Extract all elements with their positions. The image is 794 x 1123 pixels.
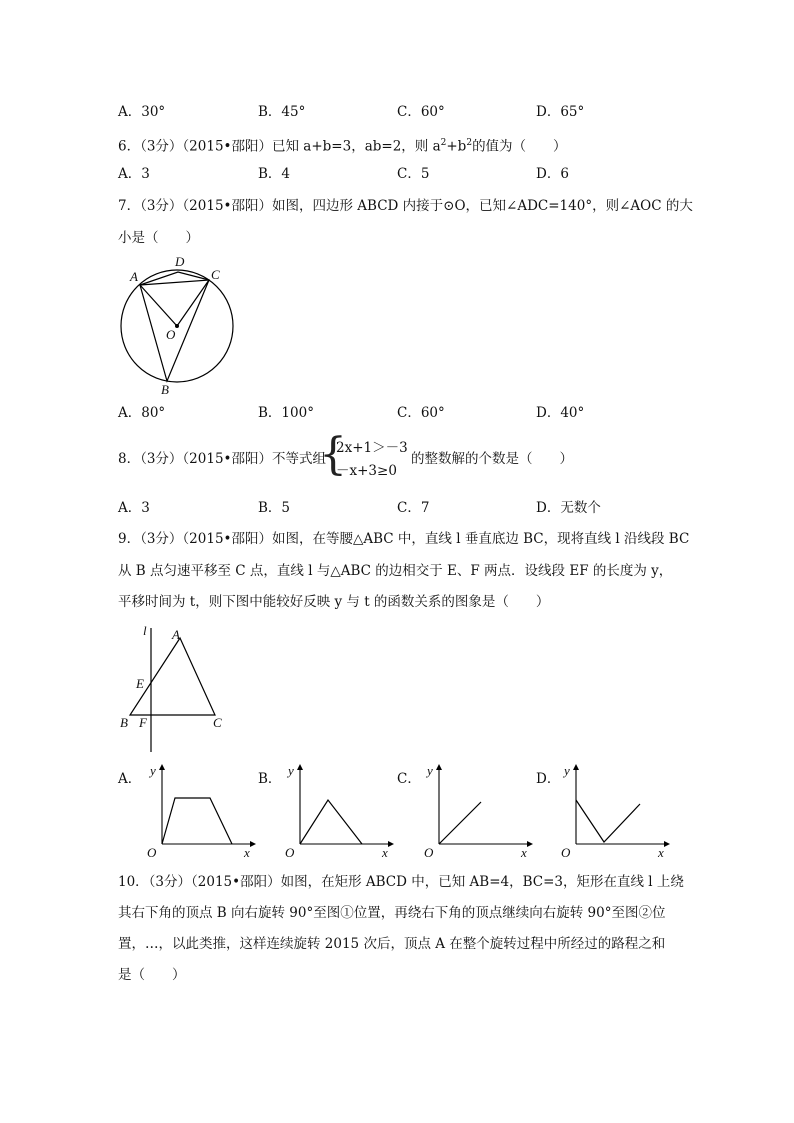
q9-graph-a-x: x	[244, 845, 250, 860]
q5-option-a: A．30°	[118, 104, 166, 120]
q5-option-c: C．60°	[397, 104, 445, 120]
q7-option-b: B．100°	[258, 405, 314, 421]
q9-graph-c-x: x	[521, 845, 527, 860]
q9-graph-c-y: y	[427, 763, 433, 778]
q9-graph-d	[554, 762, 674, 862]
q9-label-f: F	[139, 715, 147, 730]
q9-stem-line1: 9．（3分）（2015•邵阳）如图，在等腰△ABC 中，直线 l 垂直底边 BC，现将直线 l 沿线段 BC	[118, 531, 690, 547]
q8-inequality-1: 2x+1＞－3	[336, 440, 408, 456]
q8-stem-after: 的整数解的个数是（ ）	[411, 451, 573, 467]
q9-graph-a	[140, 762, 260, 862]
q7-stem-line1: 7．（3分）（2015•邵阳）如图，四边形 ABCD 内接于⊙O，已知∠ADC=140°，则∠AOC 的大	[118, 198, 693, 214]
q5-option-d: D．65°	[536, 104, 585, 120]
q9-graph-b-origin: O	[285, 845, 295, 860]
q8-brace: {	[319, 429, 347, 480]
q10-stem-line2: 其右下角的顶点 B 向右旋转 90°至图①位置，再绕右下角的顶点继续向右旋转 90°至图②位	[118, 905, 666, 921]
q9-graph-a-y: y	[150, 763, 156, 778]
q9-graph-b	[278, 762, 398, 862]
q7-label-o: O	[166, 327, 176, 342]
q10-stem-line4: 是（ ）	[118, 967, 186, 983]
q9-graph-d-x: x	[658, 845, 664, 860]
q6-option-d: D．6	[536, 166, 569, 182]
q7-label-c: C	[211, 267, 220, 282]
q8-inequality-2: －x+3≥0	[336, 463, 397, 479]
q7-option-d: D．40°	[536, 405, 585, 421]
q9-graph-b-y: y	[288, 763, 294, 778]
q9-graph-b-x: x	[382, 845, 388, 860]
q7-label-b: B	[161, 382, 169, 397]
q8-option-c: C．7	[397, 500, 430, 516]
q9-graph-c-origin: O	[424, 845, 434, 860]
q9-graph-c	[417, 762, 537, 862]
q6-stem: 6．（3分）（2015•邵阳）已知 a+b=3，ab=2，则 $a^2+b^2$的值为（ ）	[118, 138, 567, 155]
q9-graph-d-y: y	[564, 763, 570, 778]
q9-option-b: B．	[258, 771, 282, 787]
q9-graph-a-origin: O	[147, 845, 157, 860]
q9-label-e: E	[136, 676, 144, 691]
q6-option-c: C．5	[397, 166, 430, 182]
q7-label-d: D	[175, 254, 185, 269]
q7-option-a: A．80°	[118, 405, 166, 421]
q8-option-b: B．5	[258, 500, 291, 516]
q7-option-c: C．60°	[397, 405, 445, 421]
q6-option-b: B．4	[258, 166, 291, 182]
q5-option-b: B．45°	[258, 104, 306, 120]
q6-option-a: A．3	[118, 166, 150, 182]
q7-stem-line2: 小是（ ）	[118, 230, 199, 246]
q8-option-a: A．3	[118, 500, 150, 516]
q8-stem-before: 8．（3分）（2015•邵阳）不等式组	[118, 451, 326, 467]
q10-stem-line3: 置，…，以此类推，这样连续旋转 2015 次后，顶点 A 在整个旋转过程中所经过的路程之和	[118, 936, 666, 952]
q9-label-l: l	[143, 623, 147, 638]
q9-option-a: A．	[118, 771, 142, 787]
q9-stem-line3: 平移时间为 t，则下图中能较好反映 y 与 t 的函数关系的图象是（ ）	[118, 594, 550, 610]
q8-option-d: D．无数个	[536, 500, 601, 516]
q9-option-d: D．	[536, 771, 561, 787]
q9-graph-d-origin: O	[561, 845, 571, 860]
q9-label-b: B	[120, 715, 128, 730]
q9-option-c: C．	[397, 771, 421, 787]
q9-stem-line2: 从 B 点匀速平移至 C 点，直线 l 与△ABC 的边相交于 E、F 两点．设线段 EF 的长度为 y，	[118, 563, 673, 579]
q7-label-a: A	[130, 269, 138, 284]
q9-label-c: C	[213, 715, 222, 730]
q10-stem-line1: 10．（3分）（2015•邵阳）如图，在矩形 ABCD 中，已知 AB=4，BC=3，矩形在直线 l 上绕	[118, 874, 684, 890]
q9-label-a: A	[172, 627, 180, 642]
